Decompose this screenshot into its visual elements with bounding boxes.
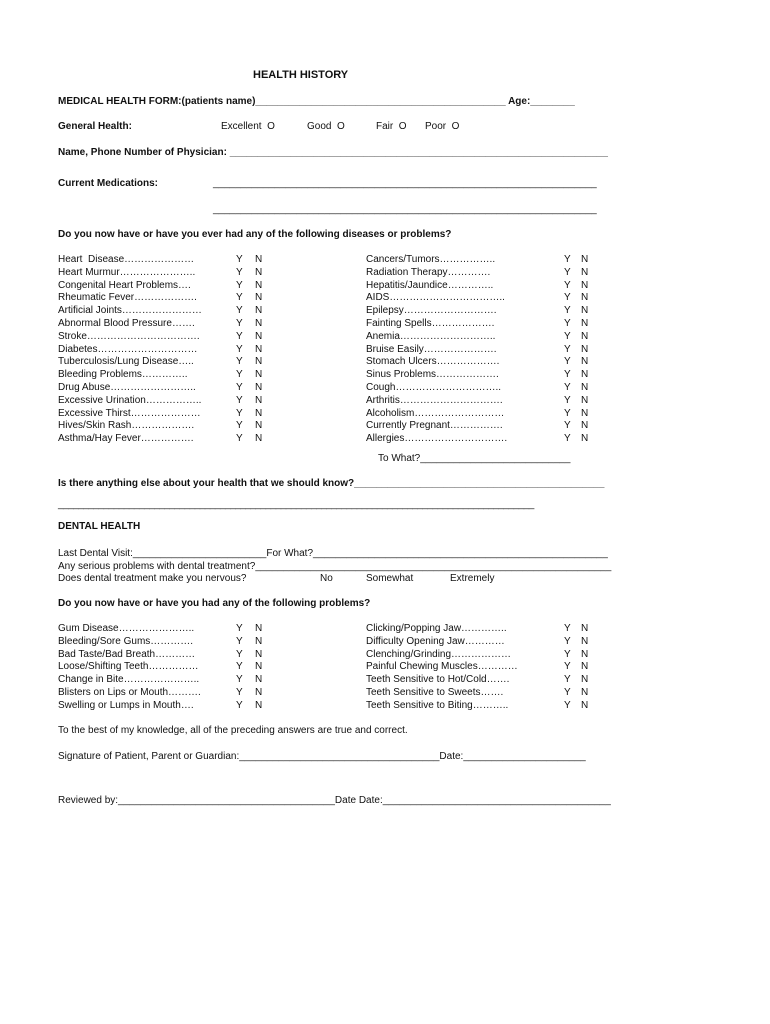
no-option[interactable]: N <box>255 407 263 419</box>
diseases-question: Do you now have or have you ever had any of the following diseases or problems? <box>58 229 452 240</box>
yes-option[interactable]: Y <box>236 699 243 711</box>
no-option[interactable]: N <box>255 330 263 342</box>
no-option[interactable]: N <box>255 292 263 304</box>
yes-option[interactable]: Y <box>564 356 571 368</box>
option-good[interactable]: Good O <box>307 121 345 132</box>
left-condition-label: Excessive Urination…………….. <box>58 394 202 406</box>
right-condition-label: Clenching/Grinding……………… <box>366 648 512 660</box>
right-condition-label: Hepatitis/Jaundice………….. <box>366 279 494 291</box>
yes-option[interactable]: Y <box>564 623 571 634</box>
signature-line[interactable]: Signature of Patient, Parent or Guardian:____________________________________Date:______________________ <box>58 751 586 762</box>
no-option[interactable]: N <box>581 382 589 393</box>
yes-option[interactable]: Y <box>236 433 243 445</box>
right-condition-label: Cough………………………….. <box>366 382 502 393</box>
right-condition-label: Alcoholism……………………… <box>366 407 505 419</box>
last-dental-visit-line[interactable]: Last Dental Visit:________________________For What?_____________________________________________________ <box>58 548 608 559</box>
yes-option[interactable]: Y <box>236 623 243 634</box>
right-condition-label: Fainting Spells………………. <box>366 318 495 329</box>
right-condition-label: Teeth Sensitive to Hot/Cold……. <box>366 674 510 686</box>
yes-option[interactable]: Y <box>236 687 243 698</box>
yes-option[interactable]: Y <box>564 266 571 278</box>
no-option[interactable]: N <box>581 635 589 647</box>
right-condition-label: Bruise Easily…………………. <box>366 343 497 355</box>
no-option[interactable]: N <box>581 254 589 265</box>
right-condition-label: Radiation Therapy…………. <box>366 266 491 278</box>
yes-option[interactable]: Y <box>564 420 571 432</box>
right-condition-label: Cancers/Tumors…………….. <box>366 254 496 265</box>
no-option[interactable]: N <box>581 279 589 291</box>
yes-option[interactable]: Y <box>236 407 243 419</box>
no-option[interactable]: N <box>581 318 589 329</box>
yes-option[interactable]: Y <box>236 254 243 265</box>
right-condition-label: Painful Chewing Muscles………… <box>366 661 518 673</box>
right-condition-label: AIDS…………………………….. <box>366 292 505 304</box>
yes-option[interactable]: Y <box>236 382 243 393</box>
left-condition-label: Stroke……………………………. <box>58 330 200 342</box>
right-condition-label: Difficulty Opening Jaw………… <box>366 635 505 647</box>
yes-option[interactable]: Y <box>564 687 571 698</box>
no-option[interactable]: N <box>581 623 589 634</box>
left-condition-label: Loose/Shifting Teeth…………… <box>58 661 199 673</box>
no-option[interactable]: N <box>255 635 263 647</box>
left-condition-label: Bleeding/Sore Gums…………. <box>58 635 194 647</box>
no-option[interactable]: N <box>581 699 589 711</box>
serious-problems-line[interactable]: Any serious problems with dental treatment?________________________________________________________________ <box>58 561 612 572</box>
reviewed-by-line[interactable]: Reviewed by:_______________________________________Date Date:_________________________________________ <box>58 795 611 806</box>
yes-option[interactable]: Y <box>236 648 243 660</box>
medications-label: Current Medications: <box>58 178 159 189</box>
right-condition-label: Currently Pregnant……………. <box>366 420 503 432</box>
left-condition-label: Drug Abuse…………………….. <box>58 382 196 393</box>
right-condition-label: Teeth Sensitive to Biting……….. <box>366 699 509 711</box>
yes-option[interactable]: Y <box>564 674 571 686</box>
yes-option[interactable]: Y <box>564 279 571 291</box>
yes-option[interactable]: Y <box>564 254 571 265</box>
left-condition-label: Heart Murmur………………….. <box>58 266 196 278</box>
certification-statement: To the best of my knowledge, all of the preceding answers are true and correct. <box>58 725 408 736</box>
yes-option[interactable]: Y <box>564 407 571 419</box>
no-option[interactable]: N <box>255 369 263 381</box>
left-condition-label: Diabetes………………………… <box>58 343 198 355</box>
no-option[interactable]: N <box>255 266 263 278</box>
anything-else-line[interactable]: ______________________________________________________________________________________________ <box>58 499 534 510</box>
no-option[interactable]: N <box>255 382 263 393</box>
yes-option[interactable]: Y <box>564 433 571 445</box>
left-condition-label: Heart Disease………………… <box>58 254 195 265</box>
medications-line-2[interactable]: _____________________________________________________________________ <box>213 204 597 215</box>
dental-problems-question: Do you now have or have you had any of the following problems? <box>58 598 371 609</box>
right-condition-label: Clicking/Popping Jaw………….. <box>366 623 507 634</box>
yes-option[interactable]: Y <box>564 382 571 393</box>
yes-option[interactable]: Y <box>564 343 571 355</box>
form-title: HEALTH HISTORY <box>253 69 349 81</box>
no-option[interactable]: N <box>255 623 263 634</box>
yes-option[interactable]: Y <box>236 394 243 406</box>
yes-option[interactable]: Y <box>236 318 243 329</box>
no-option[interactable]: N <box>581 420 589 432</box>
yes-option[interactable]: Y <box>236 356 243 368</box>
no-option[interactable]: N <box>255 420 263 432</box>
right-condition-label: Allergies…………………………. <box>366 433 508 445</box>
no-option[interactable]: N <box>581 369 589 381</box>
yes-option[interactable]: Y <box>564 318 571 329</box>
yes-option[interactable]: Y <box>564 369 571 381</box>
no-option[interactable]: N <box>255 687 263 698</box>
physician-line[interactable]: Name, Phone Number of Physician: ____________________________________________________________________ <box>58 147 608 158</box>
no-option[interactable]: N <box>581 433 589 445</box>
no-option[interactable]: N <box>255 674 263 686</box>
no-option[interactable]: N <box>255 356 263 368</box>
left-condition-label: Change in Bite………………….. <box>58 674 200 686</box>
left-condition-label: Asthma/Hay Fever……………. <box>58 433 194 445</box>
no-option[interactable]: N <box>255 318 263 329</box>
no-option[interactable]: N <box>581 687 589 698</box>
left-condition-label: Bleeding Problems………….. <box>58 369 188 381</box>
no-option[interactable]: N <box>255 254 263 265</box>
nervous-question: Does dental treatment make you nervous? <box>58 573 247 584</box>
yes-option[interactable]: Y <box>236 266 243 278</box>
no-option[interactable]: N <box>581 674 589 686</box>
yes-option[interactable]: Y <box>564 330 571 342</box>
medications-line-1[interactable]: _____________________________________________________________________ <box>213 178 597 189</box>
yes-option[interactable]: Y <box>564 635 571 647</box>
no-option[interactable]: N <box>581 661 589 673</box>
yes-option[interactable]: Y <box>564 292 571 304</box>
no-option[interactable]: N <box>581 343 589 355</box>
left-condition-label: Abnormal Blood Pressure……. <box>58 318 195 329</box>
no-option[interactable]: N <box>581 330 589 342</box>
left-condition-label: Swelling or Lumps in Mouth…. <box>58 699 194 711</box>
general-health-label: General Health: <box>58 121 132 132</box>
no-option[interactable]: N <box>581 305 589 317</box>
anything-else-question[interactable]: Is there anything else about your health that we should know?_____________________________________________ <box>58 478 605 489</box>
left-condition-label: Gum Disease………………….. <box>58 623 195 634</box>
right-condition-label: Arthritis…………………………. <box>366 394 503 406</box>
no-option[interactable]: N <box>581 292 589 304</box>
yes-option[interactable]: Y <box>236 330 243 342</box>
nervous-option-extremely[interactable]: Extremely <box>450 573 495 584</box>
right-condition-label: Sinus Problems………………. <box>366 369 499 381</box>
left-condition-label: Excessive Thirst………………… <box>58 407 201 419</box>
no-option[interactable]: N <box>581 266 589 278</box>
no-option[interactable]: N <box>581 394 589 406</box>
left-condition-label: Bad Taste/Bad Breath………… <box>58 648 196 660</box>
left-condition-label: Rheumatic Fever………………. <box>58 292 197 304</box>
no-option[interactable]: N <box>255 648 263 660</box>
right-condition-label: Epilepsy………………………. <box>366 305 497 317</box>
left-condition-label: Blisters on Lips or Mouth………. <box>58 687 201 698</box>
left-condition-label: Tuberculosis/Lung Disease….. <box>58 356 194 368</box>
left-condition-label: Hives/Skin Rash………………. <box>58 420 195 432</box>
yes-option[interactable]: Y <box>564 661 571 673</box>
no-option[interactable]: N <box>255 305 263 317</box>
no-option[interactable]: N <box>255 343 263 355</box>
patient-name-age-line[interactable]: MEDICAL HEALTH FORM:(patients name)_____________________________________________ Age:________ <box>58 96 575 107</box>
yes-option[interactable]: Y <box>564 648 571 660</box>
no-option[interactable]: N <box>581 648 589 660</box>
no-option[interactable]: N <box>255 699 263 711</box>
yes-option[interactable]: Y <box>236 674 243 686</box>
yes-option[interactable]: Y <box>236 305 243 317</box>
no-option[interactable]: N <box>255 433 263 445</box>
no-option[interactable]: N <box>255 394 263 406</box>
yes-option[interactable]: Y <box>236 343 243 355</box>
no-option[interactable]: N <box>255 661 263 673</box>
option-poor[interactable]: Poor O <box>425 121 460 132</box>
right-condition-label: Teeth Sensitive to Sweets……. <box>366 687 504 698</box>
right-condition-label: Stomach Ulcers………………. <box>366 356 500 368</box>
yes-option[interactable]: Y <box>236 292 243 304</box>
no-option[interactable]: N <box>581 356 589 368</box>
option-excellent[interactable]: Excellent O <box>221 121 275 132</box>
nervous-option-somewhat[interactable]: Somewhat <box>366 573 414 584</box>
nervous-option-no[interactable]: No <box>320 573 333 584</box>
no-option[interactable]: N <box>255 279 263 291</box>
to-what-line[interactable]: To What?___________________________ <box>378 453 571 464</box>
yes-option[interactable]: Y <box>236 279 243 291</box>
right-condition-label: Anemia……………………….. <box>366 330 496 342</box>
yes-option[interactable]: Y <box>236 661 243 673</box>
yes-option[interactable]: Y <box>564 699 571 711</box>
yes-option[interactable]: Y <box>236 420 243 432</box>
yes-option[interactable]: Y <box>564 394 571 406</box>
yes-option[interactable]: Y <box>564 305 571 317</box>
dental-health-heading: DENTAL HEALTH <box>58 521 141 532</box>
left-condition-label: Congenital Heart Problems…. <box>58 279 191 291</box>
yes-option[interactable]: Y <box>236 635 243 647</box>
option-fair[interactable]: Fair O <box>376 121 407 132</box>
left-condition-label: Artificial Joints…………………… <box>58 305 202 317</box>
no-option[interactable]: N <box>581 407 589 419</box>
yes-option[interactable]: Y <box>236 369 243 381</box>
